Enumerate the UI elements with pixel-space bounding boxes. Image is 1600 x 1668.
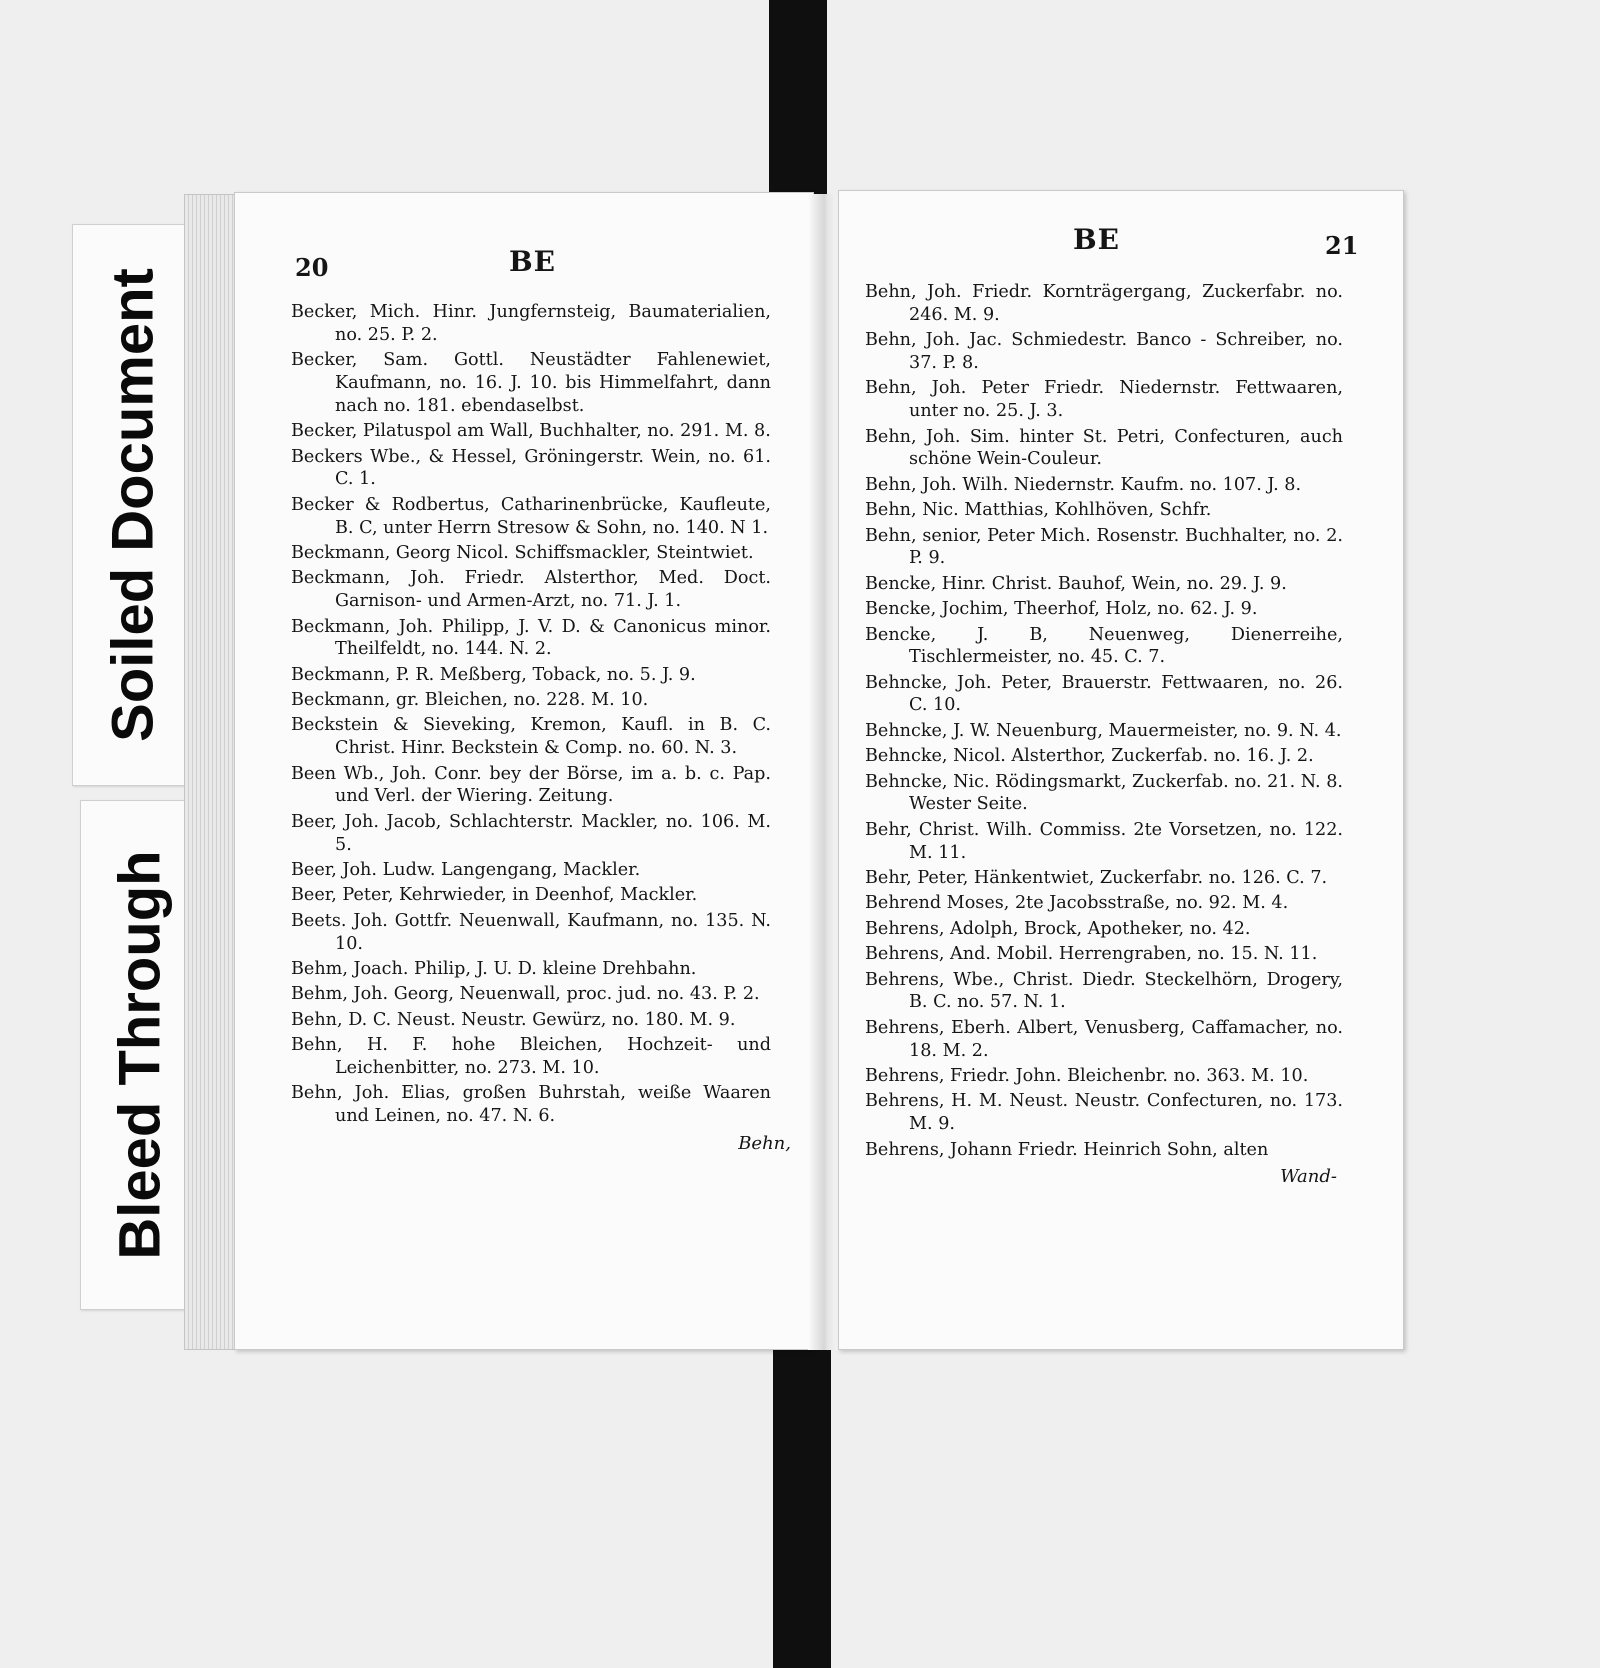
directory-entry: Behn, Joh. Peter Friedr. Niedernstr. Fettwaaren, unter no. 25. J. 3. [865,378,1343,422]
directory-entry: Behm, Joach. Philip, J. U. D. kleine Drehbahn. [291,959,697,980]
bleed-through-label [80,800,200,1310]
bleed-through-text: Bleed Through [107,850,173,1260]
directory-entry: Beer, Joh. Jacob, Schlachterstr. Mackler, no. 106. M. 5. [291,811,771,855]
directory-entry: Bencke, J. B, Neuenweg, Dienerreihe, Tischlermeister, no. 45. C. 7. [865,624,1343,668]
directory-entry: Becker, Pilatuspol am Wall, Buchhalter, no. 291. M. 8. [291,421,771,442]
directory-entry: Behn, Joh. Jac. Schmiedestr. Banco - Schreiber, no. 37. P. 8. [865,330,1343,373]
directory-entry: Behrens, H. M. Neust. Neustr. Confecturen, no. 173. M. 9. [865,1091,1343,1135]
directory-entry: Bencke, Jochim, Theerhof, Holz, no. 62. J. 9. [865,599,1258,620]
left-catchword: Behn, [738,1133,791,1154]
directory-entry: Beckmann, Joh. Philipp, J. V. D. & Canonicus minor. Theilfeldt, no. 144. N. 2. [291,616,771,660]
directory-entry: Becker, Mich. Hinr. Jungfernsteig, Baumaterialien, no. 25. P. 2. [291,302,771,345]
directory-entry: Behrens, Johann Friedr. Heinrich Sohn, alten [865,1139,1269,1160]
right-catchword: Wand- [1280,1166,1337,1187]
directory-entry: Behncke, Nic. Rödingsmarkt, Zuckerfab. no. 21. N. 8. Wester Seite. [865,771,1343,815]
left-running-head: BE [509,245,557,278]
bookmark-ribbon-top [769,0,827,200]
directory-entry: Behrens, Eberh. Albert, Venusberg, Caffamacher, no. 18. M. 2. [865,1017,1343,1061]
directory-entry: Behncke, Joh. Peter, Brauerstr. Fettwaaren, no. 26. C. 10. [865,672,1343,716]
directory-entry: Behrens, Friedr. John. Bleichenbr. no. 363. M. 10. [865,1065,1309,1086]
directory-entry: Been Wb., Joh. Conr. bey der Börse, im a. b. c. Pap. und Verl. der Wiering. Zeitung. [291,763,771,807]
directory-entry: Behr, Christ. Wilh. Commiss. 2te Vorsetzen, no. 122. M. 11. [865,819,1343,863]
soiled-document-label [72,224,194,786]
directory-entry: Beckstein & Sieveking, Kremon, Kaufl. in B. C. Christ. Hinr. Beckstein & Comp. no. 60. N. 3. [291,715,771,759]
directory-entry: Behrens, And. Mobil. Herrengraben, no. 15. N. 11. [865,944,1318,965]
directory-entry: Beckmann, Georg Nicol. Schiffsmackler, Steintwiet. [291,542,754,563]
directory-entry: Behm, Joh. Georg, Neuenwall, proc. jud. no. 43. P. 2. [291,984,760,1005]
directory-entry: Behn, Joh. Elias, großen Buhrstah, weiße Waaren und Leinen, no. 47. N. 6. [291,1083,771,1127]
directory-entry: Becker, Sam. Gottl. Neustädter Fahlenewiet, Kaufmann, no. 16. J. 10. bis Himmelfahrt, dann nach no. 181. ebendaselbst. [291,350,771,416]
directory-entry: Behn, senior, Peter Mich. Rosenstr. Buchhalter, no. 2. P. 9. [865,525,1343,569]
right-page [838,190,1404,1350]
right-running-head: BE [1073,223,1121,256]
directory-entry: Beer, Joh. Ludw. Langengang, Mackler. [291,860,641,881]
right-entry-list [865,281,1343,1164]
open-book [184,190,1408,1352]
directory-entry: Behn, Joh. Sim. hinter St. Petri, Confecturen, auch schöne Wein-Couleur. [865,426,1343,470]
directory-entry: Beckers Wbe., & Hessel, Gröningerstr. Wein, no. 61. C. 1. [291,446,771,490]
directory-entry: Bencke, Hinr. Christ. Bauhof, Wein, no. 29. J. 9. [865,573,1287,594]
directory-entry: Behn, H. F. hohe Bleichen, Hochzeit- und Leichenbitter, no. 273. M. 10. [291,1035,771,1078]
bookmark-ribbon-bottom [773,1340,831,1668]
directory-entry: Beckmann, gr. Bleichen, no. 228. M. 10. [291,690,649,711]
directory-entry: Behrend Moses, 2te Jacobsstraße, no. 92. M. 4. [865,893,1289,914]
directory-entry: Beckmann, P. R. Meßberg, Toback, no. 5. J. 9. [291,664,696,685]
left-page-number: 20 [295,253,329,282]
directory-entry: Behrens, Adolph, Brock, Apotheker, no. 42. [865,918,1251,939]
directory-entry: Behr, Peter, Hänkentwiet, Zuckerfabr. no. 126. C. 7. [865,868,1328,889]
directory-entry: Behncke, Nicol. Alsterthor, Zuckerfab. no. 16. J. 2. [865,746,1314,767]
directory-entry: Behn, Joh. Wilh. Niedernstr. Kaufm. no. 107. J. 8. [865,474,1302,495]
left-entry-list [291,301,771,1131]
directory-entry: Behn, D. C. Neust. Neustr. Gewürz, no. 180. M. 9. [291,1009,736,1030]
directory-entry: Beets. Joh. Gottfr. Neuenwall, Kaufmann, no. 135. N. 10. [291,910,771,954]
left-page [234,192,814,1350]
directory-entry: Behncke, J. W. Neuenburg, Mauermeister, no. 9. N. 4. [865,720,1342,741]
right-page-number: 21 [1325,231,1359,260]
soiled-document-text: Soiled Document [100,268,166,742]
directory-entry: Beckmann, Joh. Friedr. Alsterthor, Med. Doct. Garnison- und Armen-Arzt, no. 71. J. 1. [291,568,771,612]
directory-entry: Beer, Peter, Kehrwieder, in Deenhof, Mackler. [291,885,698,906]
directory-entry: Behrens, Wbe., Christ. Diedr. Steckelhörn, Drogery, B. C. no. 57. N. 1. [865,969,1343,1013]
directory-entry: Behn, Nic. Matthias, Kohlhöven, Schfr. [865,500,1212,521]
directory-entry: Behn, Joh. Friedr. Kornträgergang, Zuckerfabr. no. 246. M. 9. [865,282,1343,325]
directory-entry: Becker & Rodbertus, Catharinenbrücke, Kaufleute, B. C, unter Herrn Stresow & Sohn, no. 140. N 1. [291,494,771,538]
